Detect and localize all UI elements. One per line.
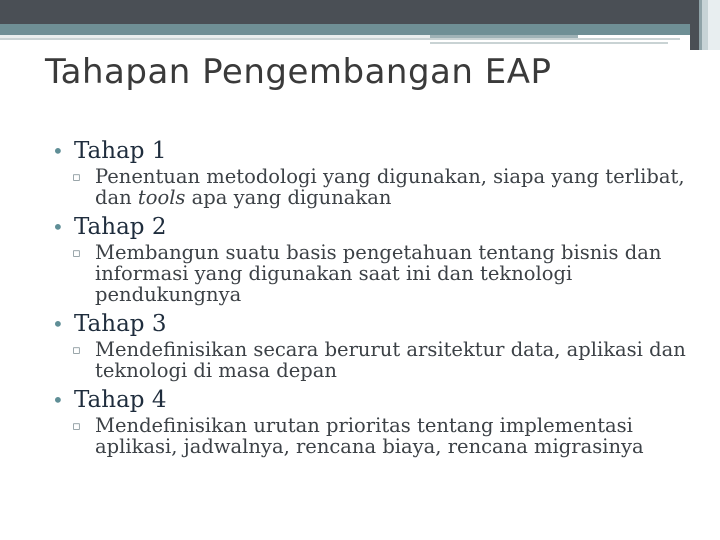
item-heading: Tahap 3 bbox=[74, 311, 167, 337]
list-item-tahap-2 bbox=[52, 212, 702, 242]
list-subitem-tahap-1 bbox=[72, 166, 702, 208]
list-item-tahap-4 bbox=[52, 385, 702, 415]
item-detail-emphasis: tools bbox=[137, 186, 186, 209]
item-detail: Mendefinisikan urutan prioritas tentang implementasi aplikasi, jadwalnya, rencana biaya, rencana migrasinya bbox=[95, 414, 644, 458]
item-detail bbox=[95, 166, 702, 208]
bullet-square-icon: ▫ bbox=[72, 419, 81, 434]
list-subitem-tahap-2 bbox=[72, 242, 702, 305]
bullet-square-icon: ▫ bbox=[72, 170, 81, 185]
item-detail-part: apa yang digunakan bbox=[185, 186, 392, 209]
bullet-dot-icon: • bbox=[52, 215, 64, 239]
bullet-dot-icon: • bbox=[52, 139, 64, 163]
header-corner-stripes bbox=[690, 0, 720, 50]
list-item-tahap-1 bbox=[52, 136, 702, 166]
slide-title: Tahapan Pengembangan EAP bbox=[45, 52, 552, 92]
item-heading: Tahap 4 bbox=[74, 387, 167, 413]
list-item-tahap-3 bbox=[52, 309, 702, 339]
bullet-dot-icon: • bbox=[52, 388, 64, 412]
item-detail-part: Penentuan metodologi yang digunakan, siapa yang terlibat, dan bbox=[95, 165, 685, 209]
header-dark-bar bbox=[0, 0, 720, 24]
item-heading: Tahap 1 bbox=[74, 138, 167, 164]
header-divider-line bbox=[0, 38, 680, 40]
header-divider-line-short bbox=[430, 42, 668, 44]
bullet-dot-icon: • bbox=[52, 312, 64, 336]
item-detail: Membangun suatu basis pengetahuan tentang bisnis dan informasi yang digunakan saat ini dan teknologi pendukungnya bbox=[95, 241, 662, 306]
item-detail: Mendefinisikan secara berurut arsitektur data, aplikasi dan teknologi di masa depan bbox=[95, 338, 686, 382]
list-subitem-tahap-3 bbox=[72, 339, 702, 381]
bullet-square-icon: ▫ bbox=[72, 343, 81, 358]
header-accent-band bbox=[0, 24, 690, 35]
item-heading: Tahap 2 bbox=[74, 214, 167, 240]
bullet-square-icon: ▫ bbox=[72, 246, 81, 261]
bullet-list bbox=[52, 136, 702, 461]
list-subitem-tahap-4 bbox=[72, 415, 702, 457]
